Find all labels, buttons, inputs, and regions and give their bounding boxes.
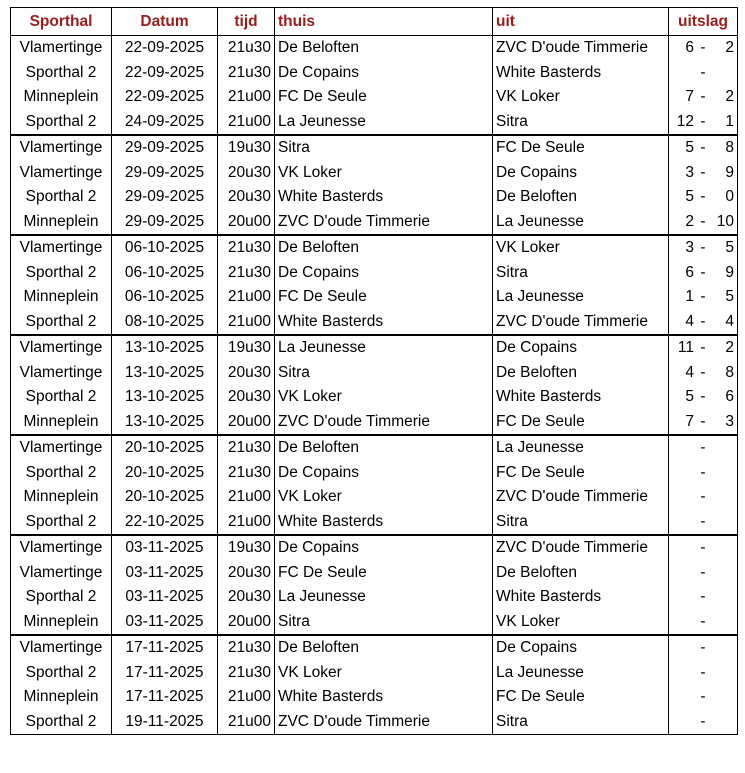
round-group <box>11 435 738 535</box>
date-cell: 22-09-2025 <box>112 36 218 61</box>
venue-cell: Vlamertinge <box>11 361 112 386</box>
home-team-cell: White Basterds <box>275 310 493 336</box>
no-result-dash: - <box>700 612 706 630</box>
venue-cell: Sporthal 2 <box>11 185 112 210</box>
pending-result <box>672 464 734 482</box>
score-separator: - <box>700 363 706 381</box>
home-team-cell: De Beloften <box>275 435 493 461</box>
score <box>672 88 734 106</box>
score-separator: - <box>700 312 706 330</box>
home-score: 7 <box>685 88 694 106</box>
venue-cell: Vlamertinge <box>11 535 112 561</box>
score <box>672 264 734 282</box>
result-cell <box>669 235 738 261</box>
table-row <box>11 36 738 61</box>
away-team-cell: VK Loker <box>493 610 669 636</box>
home-team-cell: VK Loker <box>275 661 493 686</box>
time-cell: 21u00 <box>218 110 275 136</box>
venue-cell: Sporthal 2 <box>11 510 112 536</box>
home-team-cell: White Basterds <box>275 510 493 536</box>
pending-result <box>672 688 734 706</box>
result-cell <box>669 561 738 586</box>
home-team-cell: FC De Seule <box>275 85 493 110</box>
away-score: 2 <box>725 88 734 106</box>
table-row <box>11 535 738 561</box>
result-cell <box>669 535 738 561</box>
result-cell <box>669 410 738 436</box>
home-team-cell: White Basterds <box>275 685 493 710</box>
round-group <box>11 335 738 435</box>
home-team-cell: La Jeunesse <box>275 585 493 610</box>
date-cell: 29-09-2025 <box>112 135 218 161</box>
score <box>672 213 734 231</box>
venue-cell: Minneplein <box>11 410 112 436</box>
result-cell <box>669 661 738 686</box>
venue-cell: Sporthal 2 <box>11 61 112 86</box>
result-cell <box>669 335 738 361</box>
score-separator: - <box>700 212 706 230</box>
table-row <box>11 285 738 310</box>
date-cell: 03-11-2025 <box>112 535 218 561</box>
pending-result <box>672 539 734 557</box>
home-team-cell: La Jeunesse <box>275 335 493 361</box>
score <box>672 339 734 357</box>
header-time: tijd <box>218 8 275 36</box>
home-team-cell: De Copains <box>275 535 493 561</box>
date-cell: 17-11-2025 <box>112 635 218 661</box>
home-team-cell: De Copains <box>275 261 493 286</box>
pending-result <box>672 439 734 457</box>
result-cell <box>669 61 738 86</box>
table-row <box>11 461 738 486</box>
table-row <box>11 561 738 586</box>
time-cell: 21u30 <box>218 36 275 61</box>
no-result-dash: - <box>700 439 706 457</box>
date-cell: 17-11-2025 <box>112 661 218 686</box>
away-team-cell: FC De Seule <box>493 410 669 436</box>
no-result-dash: - <box>700 488 706 506</box>
result-cell <box>669 135 738 161</box>
pending-result <box>672 488 734 506</box>
time-cell: 20u00 <box>218 410 275 436</box>
result-cell <box>669 385 738 410</box>
round-group <box>11 135 738 235</box>
time-cell: 21u00 <box>218 710 275 735</box>
venue-cell: Sporthal 2 <box>11 261 112 286</box>
result-cell <box>669 510 738 536</box>
pending-result <box>672 588 734 606</box>
no-result-dash: - <box>700 563 706 581</box>
away-team-cell: Sitra <box>493 510 669 536</box>
away-team-cell: Sitra <box>493 261 669 286</box>
date-cell: 13-10-2025 <box>112 361 218 386</box>
venue-cell: Minneplein <box>11 210 112 236</box>
score-separator: - <box>700 163 706 181</box>
result-cell <box>669 585 738 610</box>
venue-cell: Minneplein <box>11 285 112 310</box>
home-score: 5 <box>685 139 694 157</box>
venue-cell: Vlamertinge <box>11 335 112 361</box>
home-team-cell: VK Loker <box>275 485 493 510</box>
time-cell: 20u00 <box>218 610 275 636</box>
away-team-cell: La Jeunesse <box>493 435 669 461</box>
time-cell: 20u30 <box>218 561 275 586</box>
home-score: 3 <box>685 239 694 257</box>
score-separator: - <box>700 263 706 281</box>
result-cell <box>669 361 738 386</box>
table-row <box>11 710 738 735</box>
away-score: 1 <box>725 112 734 130</box>
result-cell <box>669 485 738 510</box>
header-row <box>11 8 738 36</box>
home-score: 3 <box>685 163 694 181</box>
pending-result <box>672 613 734 631</box>
time-cell: 21u30 <box>218 635 275 661</box>
venue-cell: Sporthal 2 <box>11 385 112 410</box>
table-row <box>11 585 738 610</box>
table-row <box>11 210 738 236</box>
score <box>672 364 734 382</box>
venue-cell: Vlamertinge <box>11 36 112 61</box>
table-row <box>11 485 738 510</box>
home-score: 2 <box>685 212 694 230</box>
time-cell: 20u30 <box>218 161 275 186</box>
away-score: 2 <box>725 339 734 357</box>
time-cell: 21u30 <box>218 61 275 86</box>
away-score: 0 <box>725 188 734 206</box>
away-score: 4 <box>725 312 734 330</box>
round-group <box>11 235 738 335</box>
score <box>672 288 734 306</box>
no-result-dash: - <box>700 588 706 606</box>
table-row <box>11 361 738 386</box>
date-cell: 20-10-2025 <box>112 485 218 510</box>
date-cell: 24-09-2025 <box>112 110 218 136</box>
score-separator: - <box>700 388 706 406</box>
home-score: 1 <box>685 288 694 306</box>
away-team-cell: ZVC D'oude Timmerie <box>493 535 669 561</box>
home-team-cell: Sitra <box>275 135 493 161</box>
header-home: thuis <box>275 8 493 36</box>
away-team-cell: ZVC D'oude Timmerie <box>493 36 669 61</box>
table-row <box>11 385 738 410</box>
away-team-cell: FC De Seule <box>493 135 669 161</box>
score-separator: - <box>700 239 706 257</box>
time-cell: 19u30 <box>218 535 275 561</box>
no-result-dash: - <box>700 63 706 81</box>
venue-cell: Minneplein <box>11 610 112 636</box>
pending-result <box>672 639 734 657</box>
pending-result <box>672 713 734 731</box>
table-row <box>11 85 738 110</box>
time-cell: 21u30 <box>218 661 275 686</box>
home-team-cell: ZVC D'oude Timmerie <box>275 210 493 236</box>
score <box>672 313 734 331</box>
away-score: 9 <box>725 163 734 181</box>
away-team-cell: White Basterds <box>493 385 669 410</box>
table-row <box>11 161 738 186</box>
pending-result <box>672 564 734 582</box>
result-cell <box>669 610 738 636</box>
home-team-cell: ZVC D'oude Timmerie <box>275 410 493 436</box>
away-team-cell: FC De Seule <box>493 461 669 486</box>
date-cell: 20-10-2025 <box>112 435 218 461</box>
result-cell <box>669 635 738 661</box>
away-team-cell: White Basterds <box>493 585 669 610</box>
home-team-cell: De Beloften <box>275 235 493 261</box>
away-team-cell: De Beloften <box>493 185 669 210</box>
venue-cell: Minneplein <box>11 85 112 110</box>
home-team-cell: VK Loker <box>275 161 493 186</box>
score-separator: - <box>700 188 706 206</box>
time-cell: 21u00 <box>218 310 275 336</box>
result-cell <box>669 685 738 710</box>
home-score: 5 <box>685 188 694 206</box>
result-cell <box>669 285 738 310</box>
score-separator: - <box>700 412 706 430</box>
home-score: 4 <box>685 363 694 381</box>
date-cell: 06-10-2025 <box>112 285 218 310</box>
time-cell: 21u30 <box>218 435 275 461</box>
table-header <box>11 8 738 36</box>
table-row <box>11 261 738 286</box>
venue-cell: Vlamertinge <box>11 561 112 586</box>
home-team-cell: De Copains <box>275 461 493 486</box>
score-separator: - <box>700 39 706 57</box>
away-score: 3 <box>725 412 734 430</box>
home-team-cell: FC De Seule <box>275 285 493 310</box>
home-team-cell: White Basterds <box>275 185 493 210</box>
date-cell: 22-09-2025 <box>112 85 218 110</box>
score <box>672 39 734 57</box>
time-cell: 21u00 <box>218 510 275 536</box>
result-cell <box>669 161 738 186</box>
date-cell: 19-11-2025 <box>112 710 218 735</box>
result-cell <box>669 310 738 336</box>
away-team-cell: Sitra <box>493 110 669 136</box>
no-result-dash: - <box>700 639 706 657</box>
home-score: 4 <box>685 312 694 330</box>
date-cell: 13-10-2025 <box>112 335 218 361</box>
home-team-cell: De Beloften <box>275 635 493 661</box>
table-row <box>11 685 738 710</box>
result-cell <box>669 185 738 210</box>
home-team-cell: VK Loker <box>275 385 493 410</box>
table-row <box>11 335 738 361</box>
result-cell <box>669 210 738 236</box>
no-result-dash: - <box>700 539 706 557</box>
venue-cell: Vlamertinge <box>11 435 112 461</box>
away-score: 8 <box>725 139 734 157</box>
venue-cell: Vlamertinge <box>11 635 112 661</box>
venue-cell: Sporthal 2 <box>11 310 112 336</box>
venue-cell: Vlamertinge <box>11 135 112 161</box>
table-row <box>11 135 738 161</box>
away-score: 9 <box>725 263 734 281</box>
pending-result <box>672 664 734 682</box>
score <box>672 188 734 206</box>
away-team-cell: De Copains <box>493 335 669 361</box>
score <box>672 239 734 257</box>
header-away: uit <box>493 8 669 36</box>
time-cell: 19u30 <box>218 335 275 361</box>
home-team-cell: ZVC D'oude Timmerie <box>275 710 493 735</box>
away-score: 8 <box>725 363 734 381</box>
away-team-cell: White Basterds <box>493 61 669 86</box>
time-cell: 21u00 <box>218 285 275 310</box>
date-cell: 03-11-2025 <box>112 610 218 636</box>
time-cell: 21u30 <box>218 235 275 261</box>
result-cell <box>669 710 738 735</box>
away-score: 5 <box>725 288 734 306</box>
result-cell <box>669 435 738 461</box>
result-cell <box>669 261 738 286</box>
score-separator: - <box>700 139 706 157</box>
no-result-dash: - <box>700 463 706 481</box>
date-cell: 29-09-2025 <box>112 185 218 210</box>
away-team-cell: De Copains <box>493 635 669 661</box>
result-cell <box>669 461 738 486</box>
away-team-cell: La Jeunesse <box>493 210 669 236</box>
no-result-dash: - <box>700 512 706 530</box>
date-cell: 03-11-2025 <box>112 561 218 586</box>
time-cell: 20u30 <box>218 185 275 210</box>
home-team-cell: De Beloften <box>275 36 493 61</box>
away-team-cell: Sitra <box>493 710 669 735</box>
date-cell: 22-09-2025 <box>112 61 218 86</box>
round-group <box>11 36 738 136</box>
date-cell: 13-10-2025 <box>112 410 218 436</box>
pending-result <box>672 64 734 82</box>
date-cell: 29-09-2025 <box>112 210 218 236</box>
match-schedule-table <box>10 7 738 735</box>
table-row <box>11 185 738 210</box>
venue-cell: Sporthal 2 <box>11 710 112 735</box>
home-team-cell: Sitra <box>275 361 493 386</box>
time-cell: 19u30 <box>218 135 275 161</box>
score-separator: - <box>700 288 706 306</box>
away-score: 5 <box>725 239 734 257</box>
table-row <box>11 510 738 536</box>
table-row <box>11 435 738 461</box>
score <box>672 113 734 131</box>
venue-cell: Vlamertinge <box>11 235 112 261</box>
time-cell: 21u00 <box>218 85 275 110</box>
table-row <box>11 610 738 636</box>
home-score: 11 <box>677 339 694 357</box>
away-team-cell: FC De Seule <box>493 685 669 710</box>
date-cell: 20-10-2025 <box>112 461 218 486</box>
away-team-cell: ZVC D'oude Timmerie <box>493 310 669 336</box>
table-row <box>11 310 738 336</box>
away-team-cell: De Beloften <box>493 361 669 386</box>
date-cell: 03-11-2025 <box>112 585 218 610</box>
pending-result <box>672 513 734 531</box>
home-team-cell: Sitra <box>275 610 493 636</box>
home-score: 6 <box>685 39 694 57</box>
date-cell: 29-09-2025 <box>112 161 218 186</box>
score-separator: - <box>700 112 706 130</box>
score-separator: - <box>700 339 706 357</box>
result-cell <box>669 36 738 61</box>
date-cell: 22-10-2025 <box>112 510 218 536</box>
home-score: 12 <box>676 112 694 130</box>
home-team-cell: La Jeunesse <box>275 110 493 136</box>
venue-cell: Sporthal 2 <box>11 585 112 610</box>
table-row <box>11 235 738 261</box>
home-score: 6 <box>685 263 694 281</box>
score <box>672 139 734 157</box>
time-cell: 21u30 <box>218 461 275 486</box>
table-row <box>11 61 738 86</box>
home-team-cell: De Copains <box>275 61 493 86</box>
date-cell: 13-10-2025 <box>112 385 218 410</box>
no-result-dash: - <box>700 663 706 681</box>
table-row <box>11 110 738 136</box>
away-score: 2 <box>725 39 734 57</box>
venue-cell: Minneplein <box>11 685 112 710</box>
score <box>672 413 734 431</box>
table-row <box>11 661 738 686</box>
score <box>672 164 734 182</box>
away-team-cell: La Jeunesse <box>493 285 669 310</box>
home-score: 7 <box>685 412 694 430</box>
date-cell: 17-11-2025 <box>112 685 218 710</box>
home-team-cell: FC De Seule <box>275 561 493 586</box>
away-team-cell: ZVC D'oude Timmerie <box>493 485 669 510</box>
venue-cell: Sporthal 2 <box>11 110 112 136</box>
venue-cell: Minneplein <box>11 485 112 510</box>
away-team-cell: VK Loker <box>493 235 669 261</box>
date-cell: 06-10-2025 <box>112 261 218 286</box>
header-date: Datum <box>112 8 218 36</box>
score <box>672 388 734 406</box>
time-cell: 20u30 <box>218 585 275 610</box>
time-cell: 20u00 <box>218 210 275 236</box>
home-score: 5 <box>685 388 694 406</box>
away-score: 6 <box>725 388 734 406</box>
score-separator: - <box>700 88 706 106</box>
no-result-dash: - <box>700 712 706 730</box>
venue-cell: Sporthal 2 <box>11 661 112 686</box>
away-team-cell: De Beloften <box>493 561 669 586</box>
away-team-cell: De Copains <box>493 161 669 186</box>
no-result-dash: - <box>700 688 706 706</box>
table-row <box>11 635 738 661</box>
header-venue: Sporthal <box>11 8 112 36</box>
header-result: uitslag <box>669 8 738 36</box>
round-group <box>11 535 738 635</box>
time-cell: 21u00 <box>218 685 275 710</box>
date-cell: 06-10-2025 <box>112 235 218 261</box>
table-row <box>11 410 738 436</box>
away-team-cell: La Jeunesse <box>493 661 669 686</box>
time-cell: 21u30 <box>218 261 275 286</box>
result-cell <box>669 110 738 136</box>
away-team-cell: VK Loker <box>493 85 669 110</box>
time-cell: 20u30 <box>218 361 275 386</box>
venue-cell: Vlamertinge <box>11 161 112 186</box>
time-cell: 21u00 <box>218 485 275 510</box>
away-score: 10 <box>716 212 734 230</box>
result-cell <box>669 85 738 110</box>
round-group <box>11 635 738 735</box>
date-cell: 08-10-2025 <box>112 310 218 336</box>
time-cell: 20u30 <box>218 385 275 410</box>
venue-cell: Sporthal 2 <box>11 461 112 486</box>
